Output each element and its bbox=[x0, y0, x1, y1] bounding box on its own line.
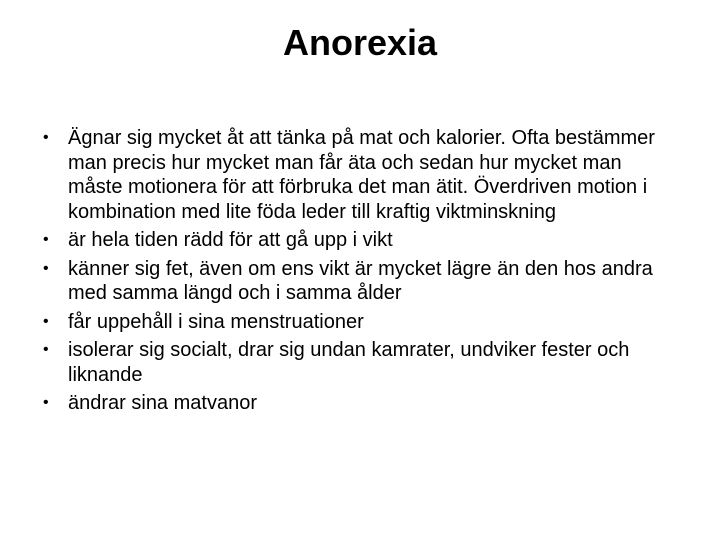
bullet-item bbox=[40, 391, 680, 416]
bullet-icon: • bbox=[43, 259, 49, 277]
bullet-text: ändrar sina matvanor bbox=[68, 392, 257, 414]
slide-title: Anorexia bbox=[282, 22, 438, 63]
bullet-item bbox=[40, 228, 680, 253]
bullet-list bbox=[40, 126, 680, 420]
bullet-icon: • bbox=[43, 394, 49, 411]
bullet-icon: • bbox=[43, 312, 49, 330]
bullet-item bbox=[40, 310, 680, 335]
bullet-icon: • bbox=[43, 231, 49, 248]
bullet-text: får uppehåll i sina menstruationer bbox=[68, 310, 364, 333]
bullet-icon: • bbox=[43, 341, 49, 358]
bullet-text: är hela tiden rädd för att gå upp i vikt bbox=[68, 229, 393, 251]
bullet-text: känner sig fet, även om ens vikt är mycket lägre än den hos andra med samma längd och i samma ålder bbox=[68, 257, 653, 304]
bullet-item bbox=[40, 257, 680, 306]
bullet-item bbox=[40, 126, 680, 224]
bullet-text: Ägnar sig mycket åt att tänka på mat och kalorier. Ofta bestämmer man precis hur mycket man får äta och sedan hur mycket man måste motionera för att förbruka det man ätit. Överdriven motion i kombination med lite föda leder till kraftig viktminskning bbox=[68, 127, 655, 223]
bullet-item bbox=[40, 338, 680, 387]
bullet-text: isolerar sig socialt, drar sig undan kamrater, undviker fester och liknande bbox=[68, 339, 630, 386]
bullet-icon: • bbox=[43, 129, 49, 146]
